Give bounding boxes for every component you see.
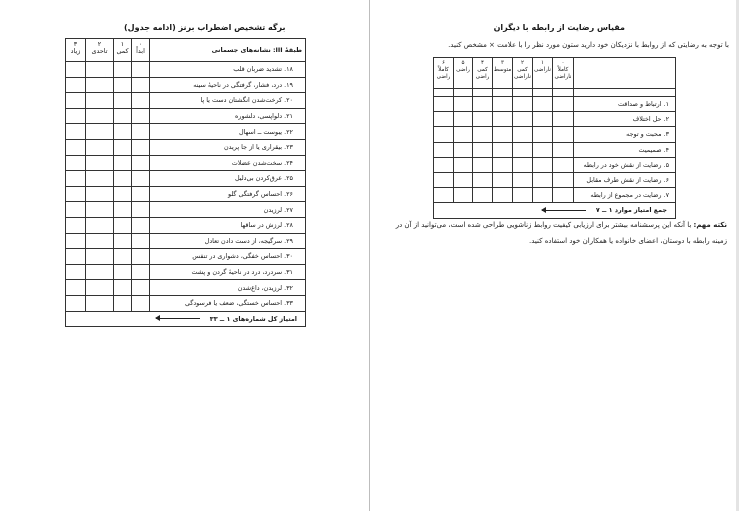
score-cell[interactable] [114,264,132,280]
table-row [434,142,676,157]
important-note-line-2: زمینه رابطه با دوستان، اعضای خانواده یا همکاران خود استفاده کنید. [529,237,727,245]
important-note-line-1: نکته مهم: با آنکه این پرسشنامه بیشتر برای ارزیابی کیفیت روابط زناشویی طراحی شده است، می‌توانید از آن در [395,221,727,229]
table-row [66,233,306,249]
arrow-left-icon [542,210,586,211]
score-cell[interactable] [114,124,132,140]
score-cell[interactable] [132,280,150,296]
rating-cell[interactable] [513,172,533,187]
rating-cell[interactable] [493,142,513,157]
score-cell[interactable] [132,186,150,202]
score-cell[interactable] [114,77,132,93]
symptom-label: ۲۵. عرق‌کردن بی‌دلیل [150,171,306,187]
column-header: ۱ کمی [114,39,132,62]
score-cell[interactable] [114,295,132,311]
score-cell[interactable] [86,171,114,187]
rating-cell[interactable] [473,188,493,203]
rating-cell[interactable] [553,97,574,112]
score-cell[interactable] [86,108,114,124]
column-header: ۱ ناراضی [533,58,553,89]
score-cell[interactable] [66,295,86,311]
table-row [66,155,306,171]
right-page-title: مقیاس رضایت از رابطه با دیگران [493,23,625,32]
symptom-label: ۱۹. درد، فشار، گرفتگی در ناحیهٔ سینه [150,77,306,93]
rating-cell[interactable] [553,142,574,157]
score-cell[interactable] [114,202,132,218]
score-cell[interactable] [132,264,150,280]
score-cell[interactable] [132,202,150,218]
total-row [434,203,676,218]
rating-cell[interactable] [434,157,454,172]
item-label: ۴. صمیمیت [574,142,676,157]
rating-cell[interactable] [553,188,574,203]
rating-cell[interactable] [473,142,493,157]
column-header: ۰ کاملاً ناراضی [553,58,574,89]
rating-cell[interactable] [513,188,533,203]
rating-cell[interactable] [513,142,533,157]
column-header: ۵ راضی [454,58,473,89]
rating-cell[interactable] [513,157,533,172]
blank-header [574,58,676,89]
left-page-title: برگه تشخیص اضطراب برنز (ادامه جدول) [124,23,286,32]
column-header: ۶ کاملاً راضی [434,58,454,89]
symptom-label: ۲۳. بیقراری یا از جا پریدن [150,139,306,155]
score-cell[interactable] [86,124,114,140]
rating-cell[interactable] [454,157,473,172]
symptom-label: ۲۴. سخت‌شدن عضلات [150,155,306,171]
rating-cell[interactable] [493,188,513,203]
item-label: ۷. رضایت در مجموع از رابطه [574,188,676,203]
symptom-label: ۲۱. دلواپسی، دلشوره [150,108,306,124]
score-cell[interactable] [66,233,86,249]
rating-cell[interactable] [434,97,454,112]
score-cell[interactable] [132,171,150,187]
score-cell[interactable] [114,280,132,296]
column-header: ۴ کمی راضی [473,58,493,89]
rating-cell[interactable] [533,97,553,112]
table-row [434,127,676,142]
table-row [66,77,306,93]
score-cell[interactable] [66,108,86,124]
table-header-row [434,58,676,89]
table-row [434,188,676,203]
score-cell[interactable] [86,202,114,218]
score-cell[interactable] [66,186,86,202]
score-cell[interactable] [132,124,150,140]
score-cell[interactable] [132,62,150,78]
table-row [434,172,676,187]
total-row [66,311,306,327]
score-cell[interactable] [66,249,86,265]
score-cell[interactable] [86,77,114,93]
column-header: ۳ زیاد [66,39,86,62]
score-cell[interactable] [114,186,132,202]
score-cell[interactable] [132,155,150,171]
table-row [434,97,676,112]
score-cell[interactable] [132,139,150,155]
item-label: ۲. حل اختلاف [574,112,676,127]
table-row [434,157,676,172]
score-cell[interactable] [66,155,86,171]
score-cell[interactable] [86,233,114,249]
item-label: ۱. ارتباط و صداقت [574,97,676,112]
rating-cell[interactable] [473,157,493,172]
score-cell[interactable] [114,139,132,155]
symptom-label: ۲۷. لرزیدن [150,202,306,218]
table-header-row [66,39,306,62]
rating-cell[interactable] [434,112,454,127]
item-label: ۳. محبت و توجه [574,127,676,142]
table-row [66,186,306,202]
symptom-label: ۳۰. احساس خفگی، دشواری در تنفس [150,249,306,265]
score-cell[interactable] [86,93,114,109]
score-cell[interactable] [66,217,86,233]
rating-cell[interactable] [533,112,553,127]
score-cell[interactable] [86,264,114,280]
score-cell[interactable] [132,233,150,249]
table-row [66,62,306,78]
category-header: طبقهٔ III: نشانه‌های جسمانی [150,39,306,62]
rating-cell[interactable] [454,112,473,127]
rating-cell[interactable] [513,112,533,127]
score-cell[interactable] [86,295,114,311]
total-score-label: جمع امتیاز موارد ۱ ــ ۷ [434,203,676,218]
rating-cell[interactable] [493,157,513,172]
score-cell[interactable] [132,217,150,233]
symptom-label: ۳۳. احساس خستگی، ضعف یا فرسودگی [150,295,306,311]
table-row [66,280,306,296]
table-row [66,264,306,280]
table-row [66,295,306,311]
column-header: ۲ کمی ناراضی [513,58,533,89]
symptom-label: ۲۰. کرخت‌شدن انگشتان دست یا پا [150,93,306,109]
score-cell[interactable] [114,233,132,249]
rating-cell[interactable] [434,188,454,203]
rating-cell[interactable] [533,142,553,157]
score-cell[interactable] [86,186,114,202]
score-cell[interactable] [86,62,114,78]
rating-cell[interactable] [454,142,473,157]
table-row [66,249,306,265]
symptom-label: ۳۲. لرزیدن، داغ‌شدن [150,280,306,296]
score-cell[interactable] [132,249,150,265]
symptom-label: ۳۱. سردرد، درد در ناحیهٔ گردن و پشت [150,264,306,280]
table-row [66,124,306,140]
rating-cell[interactable] [513,127,533,142]
score-cell[interactable] [66,264,86,280]
score-cell[interactable] [66,93,86,109]
rating-cell[interactable] [493,172,513,187]
score-cell[interactable] [132,77,150,93]
score-cell[interactable] [86,249,114,265]
rating-cell[interactable] [434,127,454,142]
item-label: ۶. رضایت از نقش طرف مقابل [574,172,676,187]
arrow-left-icon [156,318,200,319]
column-header: ۲ تاحدی [86,39,114,62]
rating-cell[interactable] [533,157,553,172]
score-cell[interactable] [132,295,150,311]
table-row [434,112,676,127]
score-cell[interactable] [66,77,86,93]
score-cell[interactable] [114,217,132,233]
score-cell[interactable] [66,62,86,78]
score-cell[interactable] [114,155,132,171]
rating-cell[interactable] [553,157,574,172]
symptom-label: ۲۹. سرگیجه، از دست دادن تعادل [150,233,306,249]
table-row [66,202,306,218]
rating-cell[interactable] [533,127,553,142]
rating-cell[interactable] [553,172,574,187]
score-cell[interactable] [66,139,86,155]
symptom-label: ۲۸. لرزش در ساقها [150,217,306,233]
score-cell[interactable] [86,155,114,171]
score-cell[interactable] [114,249,132,265]
rating-cell[interactable] [454,127,473,142]
score-cell[interactable] [66,124,86,140]
symptom-label: ۱۸. تشدید ضربان قلب [150,62,306,78]
score-cell[interactable] [114,62,132,78]
symptom-label: ۲۶. احساس گرفتگی گلو [150,186,306,202]
rating-cell[interactable] [473,97,493,112]
column-header: ۰ ابداً [132,39,150,62]
table-row [66,139,306,155]
symptom-label: ۲۲. یبوست ــ اسهال [150,124,306,140]
rating-cell[interactable] [473,127,493,142]
rating-cell[interactable] [454,188,473,203]
column-header: ۳ متوسط [493,58,513,89]
score-cell[interactable] [114,171,132,187]
rating-cell[interactable] [533,188,553,203]
rating-cell[interactable] [513,97,533,112]
score-cell[interactable] [66,202,86,218]
bruns-anxiety-table [65,38,306,327]
rating-cell[interactable] [454,172,473,187]
rating-cell[interactable] [454,97,473,112]
score-cell[interactable] [132,93,150,109]
spacer-row [434,89,676,97]
score-cell[interactable] [114,93,132,109]
score-cell[interactable] [86,139,114,155]
rating-cell[interactable] [473,112,493,127]
score-cell[interactable] [86,217,114,233]
rating-cell[interactable] [553,112,574,127]
table-row [66,108,306,124]
rating-cell[interactable] [434,172,454,187]
table-row [66,217,306,233]
item-label: ۵. رضایت از نقش خود در رابطه [574,157,676,172]
score-cell[interactable] [86,280,114,296]
rating-cell[interactable] [493,112,513,127]
score-cell[interactable] [66,280,86,296]
total-score-label: امتیاز کل شماره‌های ۱ ــ ۳۳ [66,311,306,327]
left-page [0,0,369,511]
score-cell[interactable] [66,171,86,187]
score-cell[interactable] [132,108,150,124]
rating-cell[interactable] [473,172,493,187]
table-row [66,171,306,187]
score-cell[interactable] [114,108,132,124]
relationship-satisfaction-table [433,57,676,219]
rating-cell[interactable] [533,172,553,187]
rating-cell[interactable] [434,142,454,157]
rating-cell[interactable] [553,127,574,142]
rating-cell[interactable] [493,97,513,112]
instruction-text: با توجه به رضایتی که از روابط با نزدیکان خود دارید ستون مورد نظر را با علامت × مشخص کنید. [448,41,729,49]
rating-cell[interactable] [493,127,513,142]
table-row [66,93,306,109]
